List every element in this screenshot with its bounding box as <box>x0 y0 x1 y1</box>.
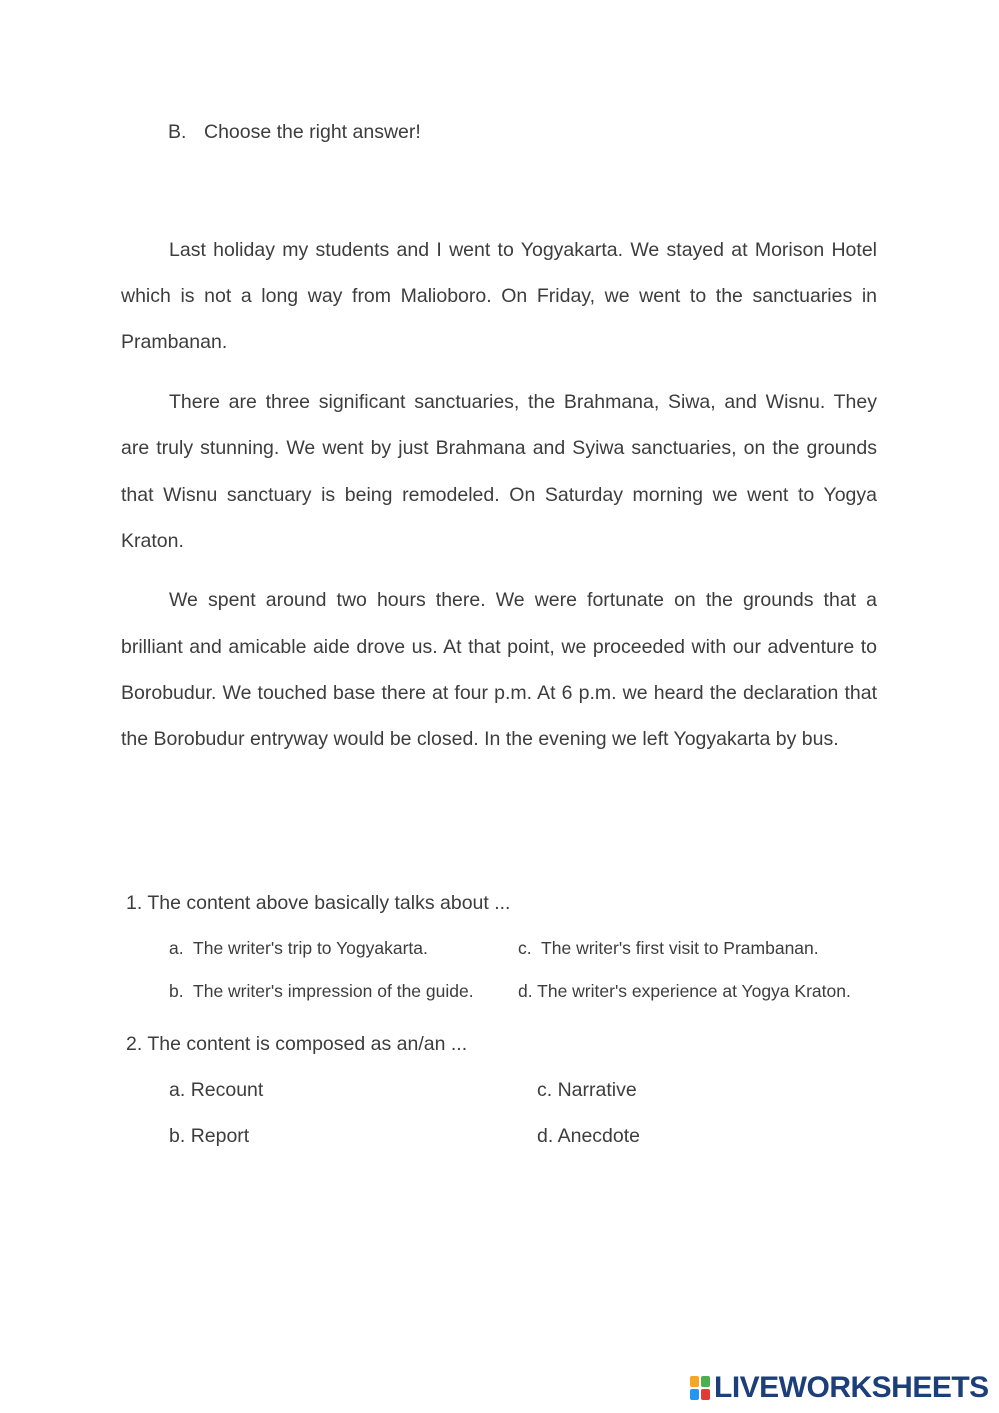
option-label: b. <box>169 1125 186 1147</box>
option-text: Anecdote <box>557 1125 641 1147</box>
question-2-option-d[interactable] <box>537 1125 640 1148</box>
question-1-option-a[interactable] <box>169 938 428 959</box>
question-1-option-c[interactable] <box>518 938 819 959</box>
option-label: c. <box>537 1079 553 1101</box>
question-2-option-a[interactable] <box>169 1079 263 1102</box>
question-1-text: The content above basically talks about ... <box>147 892 511 914</box>
passage-paragraph-3: We spent around two hours there. We were fortunate on the grounds that a brilliant and amicable aide drove us. At that point, we proceeded with our adventure to Borobudur. We touched base there at four p.m. At 6 p.m. we heard the declaration that the Borobudur entryway would be closed. In the evening we left Yogyakarta by bus. <box>121 589 877 751</box>
option-text: The writer's experience at Yogya Kraton. <box>537 981 851 1001</box>
question-2-option-b[interactable] <box>169 1125 249 1148</box>
section-letter: B. <box>168 121 187 143</box>
passage-paragraph-2: There are three significant sanctuaries, the Brahmana, Siwa, and Wisnu. They are truly stunning. We went by just Brahmana and Syiwa sanctuaries, on the grounds that Wisnu sanctuary is being remodeled. On Saturday morning we went to Yogya Kraton. <box>121 391 877 552</box>
question-2 <box>126 1033 467 1056</box>
option-label: c. <box>518 938 532 958</box>
option-text: The writer's trip to Yogyakarta. <box>193 938 428 958</box>
logo-square-4 <box>701 1389 710 1400</box>
question-1-number: 1. <box>126 892 143 914</box>
option-label: d. <box>518 981 533 1001</box>
question-2-option-c[interactable] <box>537 1079 637 1102</box>
passage-paragraph-1: Last holiday my students and I went to Yogyakarta. We stayed at Morison Hotel which is not a long way from Malioboro. On Friday, we went to the sanctuaries in Prambanan. <box>121 239 877 354</box>
liveworksheets-logo[interactable] <box>689 1371 989 1405</box>
logo-text: LIVEWORKSHEETS <box>714 1371 989 1404</box>
question-2-text: The content is composed as an/an ... <box>147 1033 468 1055</box>
question-1-option-d[interactable] <box>518 981 851 1002</box>
option-text: The writer's impression of the guide. <box>193 981 474 1001</box>
option-text: The writer's first visit to Prambanan. <box>541 938 819 958</box>
option-text: Recount <box>190 1079 264 1101</box>
option-label: a. <box>169 1079 186 1101</box>
option-label: b. <box>169 981 184 1001</box>
section-heading <box>168 121 421 144</box>
logo-square-1 <box>690 1376 699 1387</box>
reading-passage <box>121 227 877 776</box>
question-2-number: 2. <box>126 1033 143 1055</box>
option-text: Report <box>190 1125 250 1147</box>
option-label: d. <box>537 1125 554 1147</box>
option-label: a. <box>169 938 184 958</box>
section-instruction: Choose the right answer! <box>204 121 421 143</box>
logo-grid-icon <box>689 1375 711 1401</box>
question-1 <box>126 892 510 915</box>
logo-square-2 <box>701 1376 710 1387</box>
logo-square-3 <box>690 1389 699 1400</box>
option-text: Narrative <box>557 1079 637 1101</box>
question-1-option-b[interactable] <box>169 981 474 1002</box>
